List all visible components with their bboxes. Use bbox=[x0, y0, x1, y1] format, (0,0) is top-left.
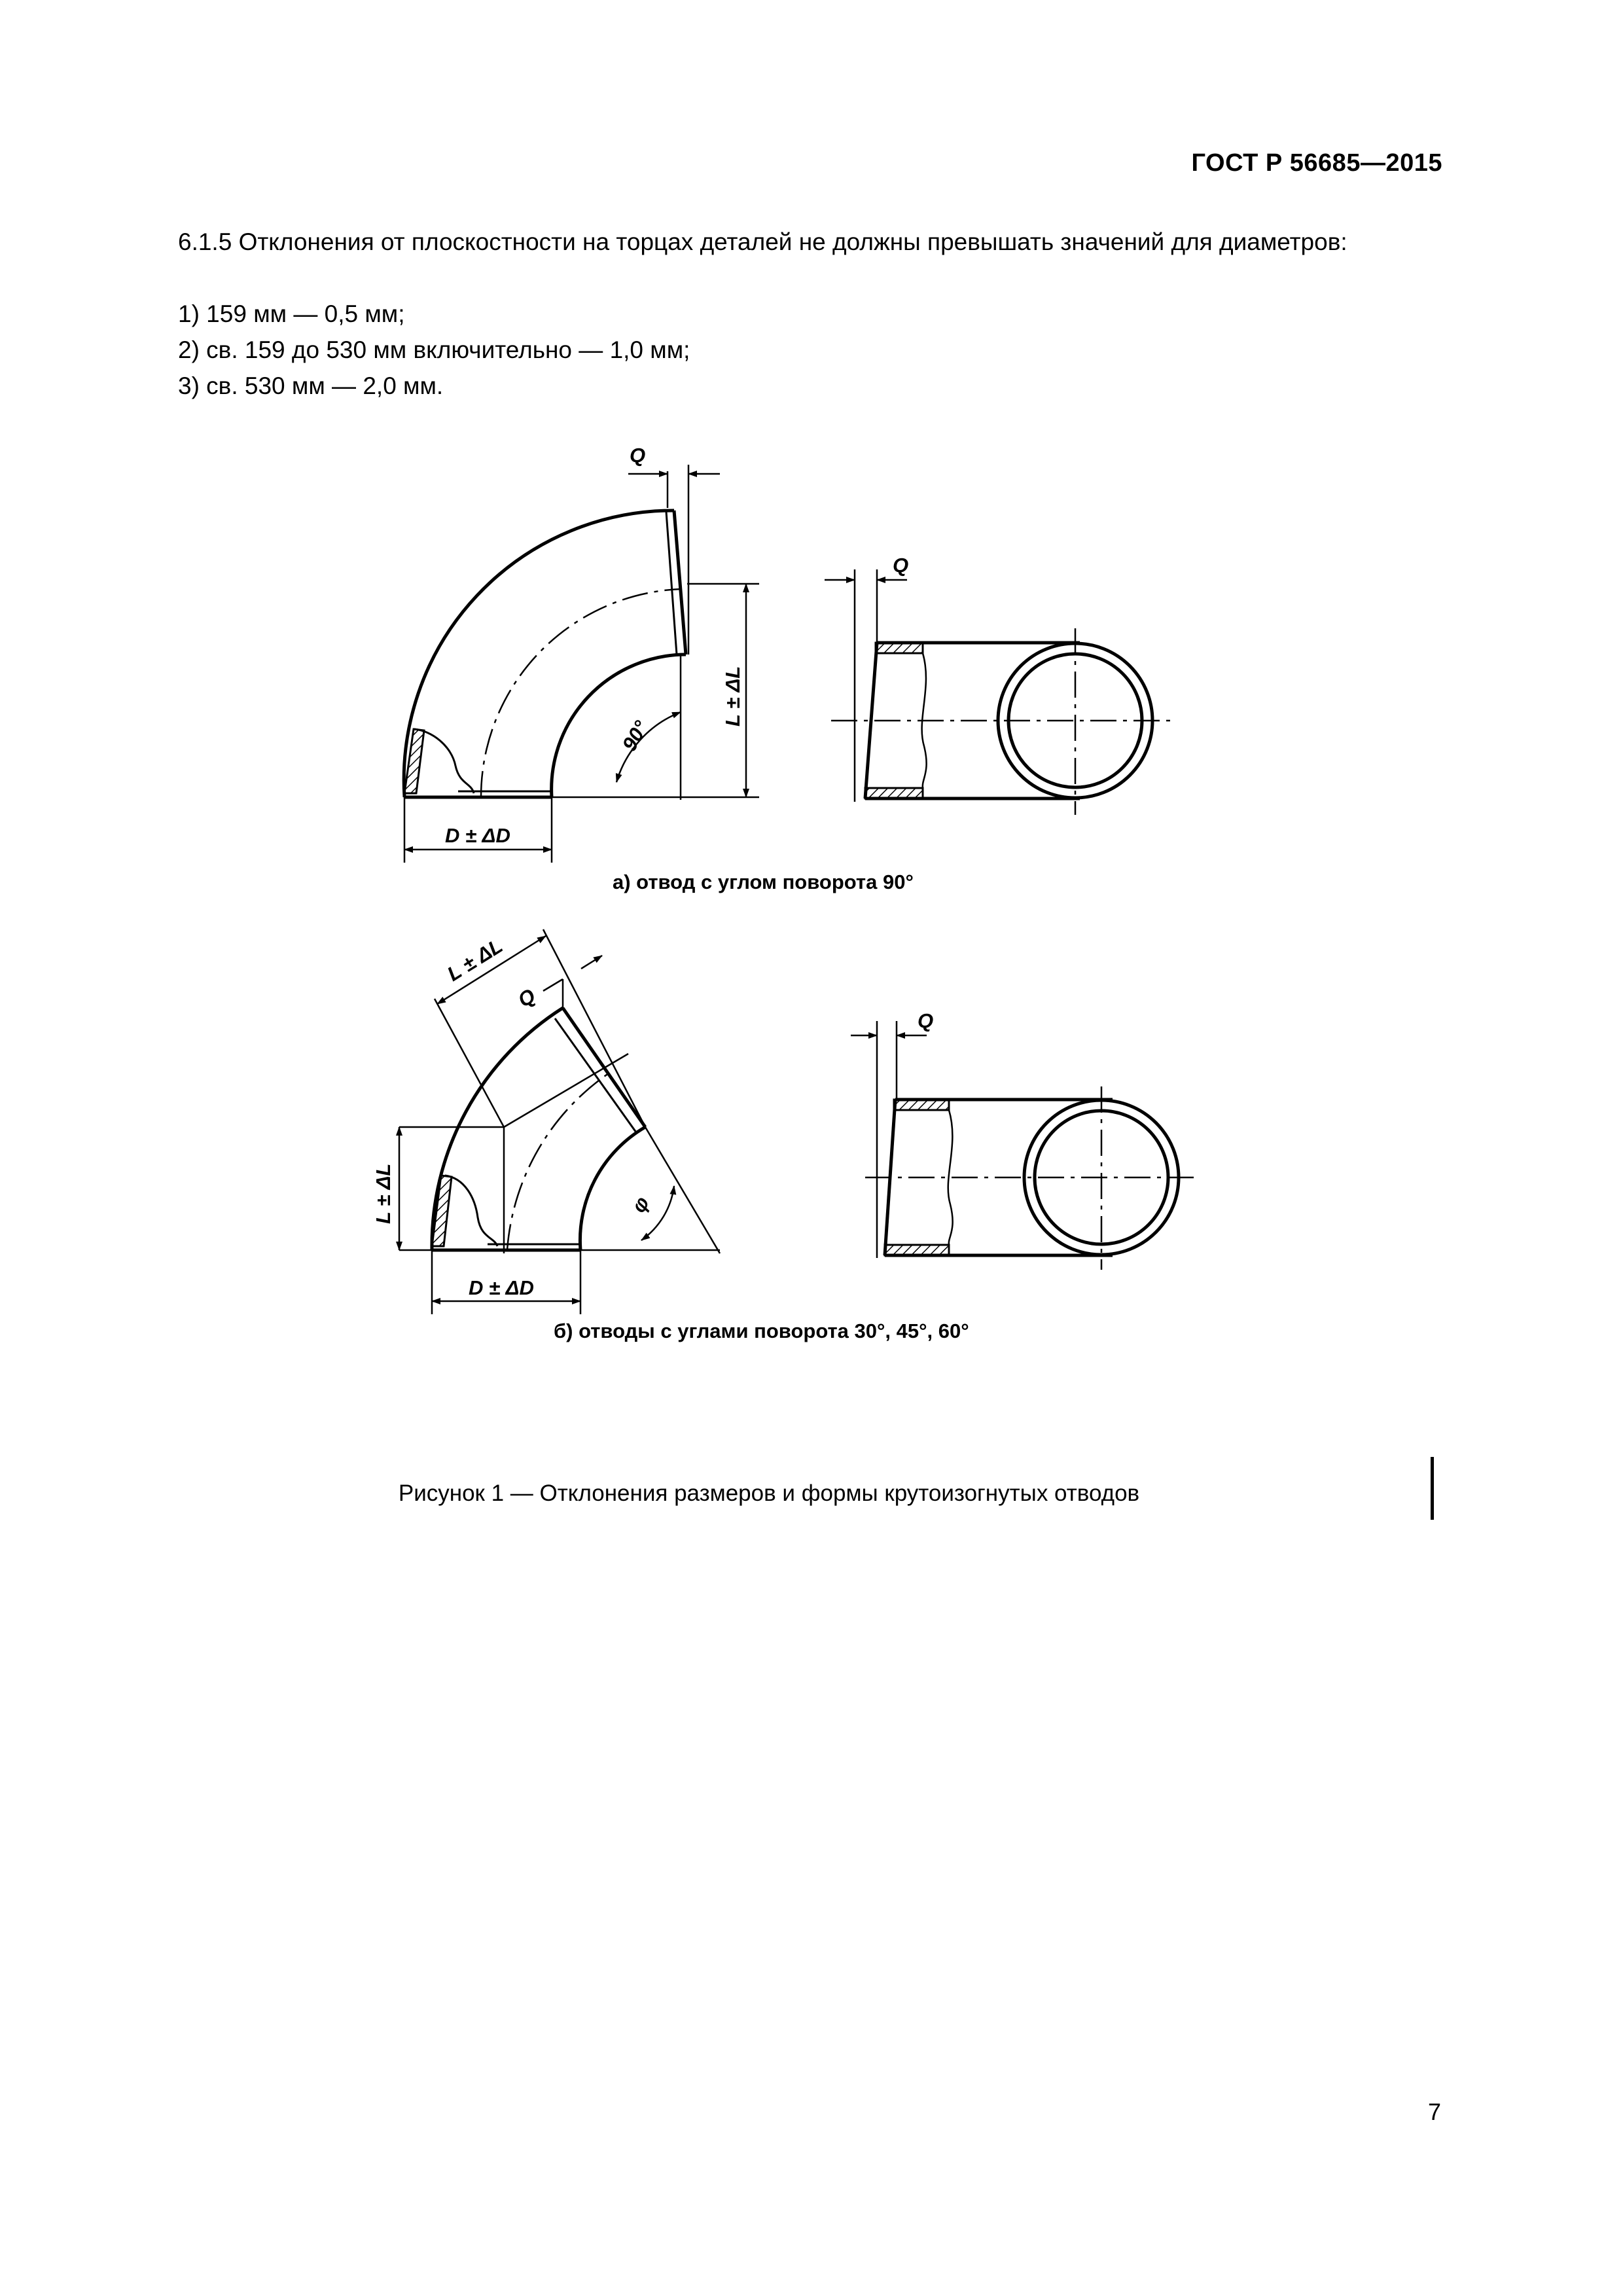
list-item: 1) 159 мм — 0,5 мм; bbox=[178, 300, 405, 327]
elbow-90-side-view bbox=[825, 569, 1171, 815]
clause-text: 6.1.5 Отклонения от плоскостности на торцах деталей не должны превышать значений для диаметров: bbox=[178, 228, 1347, 255]
elbow-angled-side-view bbox=[851, 1021, 1198, 1270]
page-number: 7 bbox=[1427, 2098, 1441, 2125]
figure-caption-b: б) отводы с углами поворота 30°, 45°, 60° bbox=[554, 1319, 969, 1342]
dim-label-length: L ± ΔL bbox=[443, 934, 507, 986]
elbow-90-drawing bbox=[404, 465, 759, 863]
elbow-angled-drawing bbox=[399, 929, 720, 1314]
dim-label-length: L ± ΔL bbox=[721, 666, 744, 726]
dim-label-diameter: D ± ΔD bbox=[469, 1276, 534, 1299]
dim-label-angle-phi: φ bbox=[626, 1193, 654, 1217]
change-bar bbox=[1431, 1457, 1434, 1520]
document-header: ГОСТ Р 56685—2015 bbox=[1191, 149, 1442, 177]
dim-label-length: L ± ΔL bbox=[372, 1163, 395, 1224]
list-item: 2) св. 159 до 530 мм включительно — 1,0 мм; bbox=[178, 336, 690, 363]
dim-label-q: Q bbox=[514, 984, 540, 1012]
dim-label-q: Q bbox=[630, 444, 646, 467]
figure-caption-a: а) отвод с углом поворота 90° bbox=[613, 870, 914, 893]
dim-label-q: Q bbox=[893, 554, 909, 577]
dim-label-angle-90: 90° bbox=[617, 717, 653, 755]
dim-label-q: Q bbox=[918, 1009, 934, 1032]
dim-label-diameter: D ± ΔD bbox=[445, 824, 510, 847]
list-item: 3) св. 530 мм — 2,0 мм. bbox=[178, 372, 444, 399]
figure-title: Рисунок 1 — Отклонения размеров и формы крутоизогнутых отводов bbox=[398, 1480, 1140, 1506]
